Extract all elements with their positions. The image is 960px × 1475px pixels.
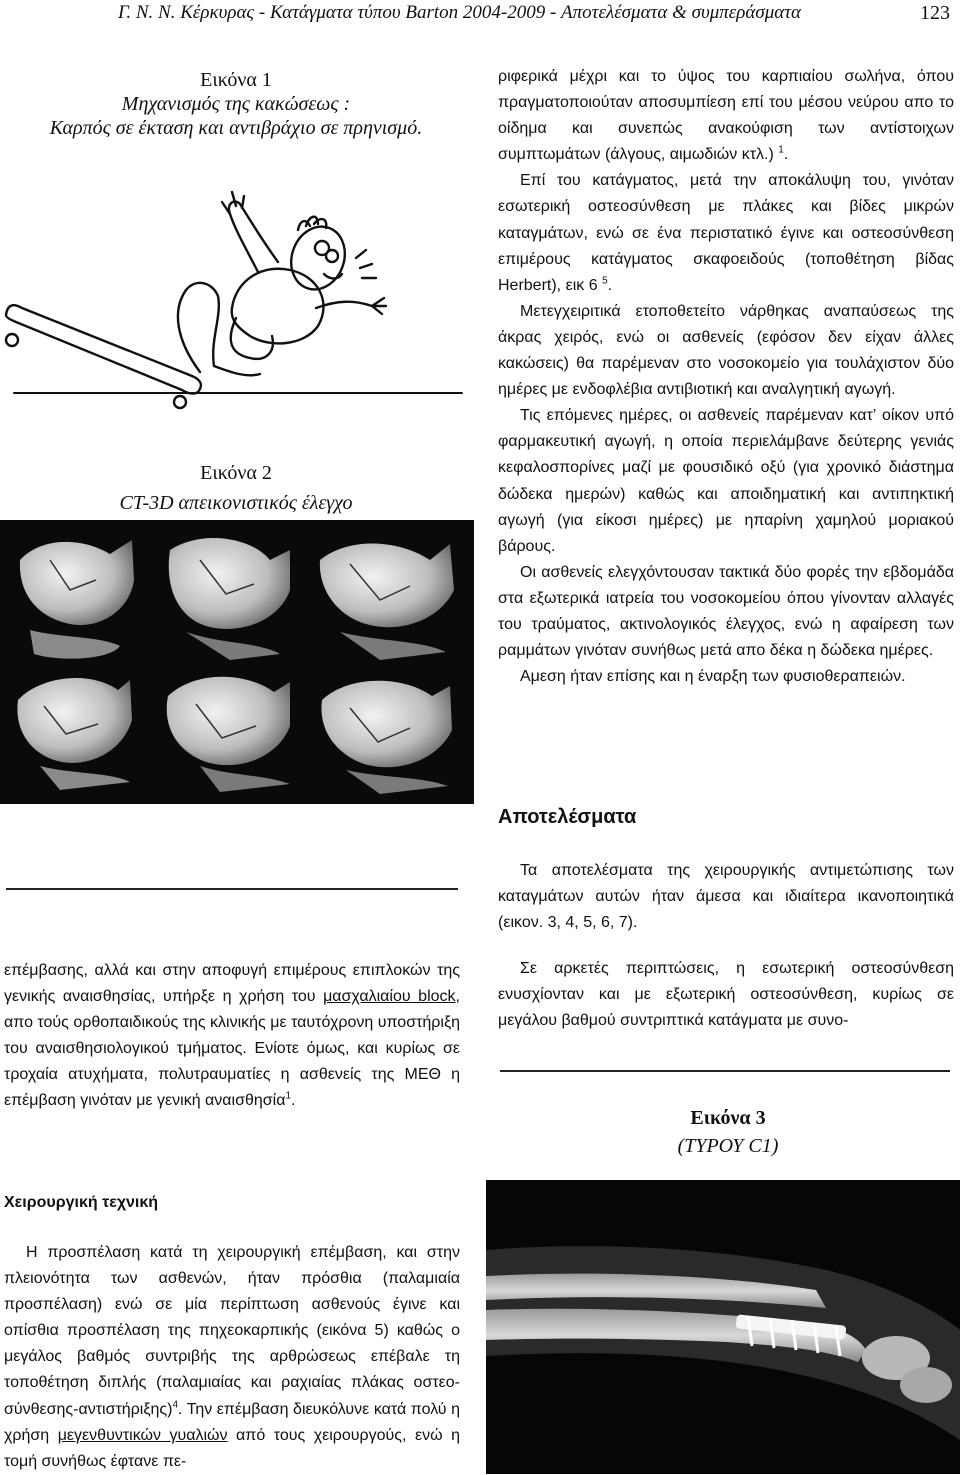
figure3-caption — [500, 1104, 956, 1160]
surgical-technique-heading: Χειρουργική τεχνική — [4, 1194, 159, 1211]
leg — [178, 283, 219, 372]
paragraph: επέμβασης, αλλά και στην αποφυγή επιμέρους επιπλοκών της γενικής αναισθησίας, υπήρξε η χρήση του μασχαλιαίου block, απο τούς ορθοπαιδικούς της κλινικής με ταυτόχρονη υποστήριξη του αναισθησιολογικού τμήματος. Ενίοτε όμως, και κυρίως σε τροχαία ατυχήματα, πολυτραυματίες η ασθενείς της ΜΕΘ η επέμβαση γινόταν με γενική αναισθησία$^1$. — [4, 962, 460, 1110]
paragraph: Τα αποτελέσματα της χειρουργικής αντιμετώπισης των καταγμάτων αυτών ήταν άμεσα και ιδιαίτερα ικανοποιητικά (εικον. 3, 4, 5, 6, 7). — [498, 862, 954, 932]
ct-image-5 — [167, 677, 290, 792]
skateboard — [6, 305, 201, 393]
reference: 1 — [285, 1091, 292, 1103]
ct-image-1 — [20, 540, 134, 659]
paragraph: ριφερικά μέχρι και το ύψος του καρπιαίου σωλήνα, όπου πραγματοποιούταν αποσυμπίεση επί του μέσου νεύρου απο το οίδημα και συνεπώς ανακούφιση των αντίστοιχων συμπτωμάτων (άλγους, αιμωδιών κτλ.) $^1$. — [498, 68, 954, 164]
paragraph: Μετεγχειριτικά ετοποθετείτο νάρθηκας αναπαύσεως της άκρας χειρός, ενώ οι ασθενείς (εφόσον δεν είχαν άλλες κακώσεις) θα παρέμεναν στο νοσοκομείο για τουλάχιστον δύο ημέρες με ενδοφλέβια αντιβιοτική και αναλγητική αγωγή. — [498, 302, 954, 399]
ct-image-2 — [169, 538, 290, 660]
motion-lines — [356, 250, 376, 278]
divider — [6, 888, 458, 890]
results-heading: Αποτελέσματα — [498, 806, 637, 828]
eye — [326, 250, 338, 262]
reference: 5 — [602, 275, 608, 287]
paragraph: Αμεση ήταν επίσης και η έναρξη των φυσιοθεραπειών. — [520, 668, 906, 686]
results-text — [498, 858, 954, 1035]
skateboard-wheel — [174, 396, 186, 408]
figure1-line1: Μηχανισμός της κακώσεως : — [121, 93, 351, 115]
torso — [232, 269, 324, 344]
running-title: Γ. Ν. Ν. Κέρκυρας - Κατάγματα τύπου Barton 2004-2009 - Αποτελέσματα & συμπεράσματα — [118, 2, 801, 23]
paragraph: Σε αρκετές περιπτώσεις, η εσωτερική οστεοσύνθεση ενυσχίονταν και με εξωτερική οστεοσύνθεση, κυρίως σε μεγάλου βαθμού συντριπτικά κατάγματα με συνο- — [498, 960, 954, 1030]
ct-3d-images — [0, 520, 474, 804]
skateboard-wheel — [6, 334, 18, 346]
paragraph: Η προσπέλαση κατά τη χειρουργική επέμβαση, και στην πλειονότητα των ασθενών, ήταν πρόσθια (παλαμιαία προσπέλαση) ενώ σε μία περίπτωση ασθενούς έγινε και οπίσθια προσπέλαση της πηχεοκαρπικής (εικόνα 5) καθώς ο μεγάλος βαθμός συντριβής της αρθρώσεως επέβαλε τη τοποθέτηση διπλής (παλαμιαίας και ραχιαίας πλάκας οστεο-σύνθεσης-αντιστήριξης)$^4$. Την επέμβαση διευκόλυνε κατά πολύ η χρήση μεγενθυντικών γυαλιών από τους χειρουργούς, ενώ η τομή συνήθως έφτανε πε- — [4, 1244, 460, 1470]
figure1-title: Εικόνα 1 — [200, 69, 272, 91]
reference: 4 — [172, 1399, 179, 1411]
paragraph: Τις επόμενες ημέρες, οι ασθενείς παρέμεναν κατ’ οίκον υπό φαρμακευτική αγωγή, η οποία περιελάμβανε δεύτερης γενιάς κεφαλοσπορίνες μαζί με φουσιδικό οξύ (για χρονικό διάστημα δώδεκα ημερών) καθώς και αποιδηματική και αντιπηκτική αγωγή (για είκοσι ημέρες) με ηπαρίνη χαμηλού μοριακού βάρους. — [498, 407, 954, 555]
foot — [214, 366, 260, 375]
running-header — [118, 2, 958, 24]
paragraph: Οι ασθενείς ελεγχόντουσαν τακτικά δύο φορές την εβδομάδα στα εξωτερικά ιατρεία του νοσοκομείου όπου γίνονταν αλλαγές του τραύματος, ακτινολογικός έλεγχος, ενώ η αφαίρεση των ραμμάτων γινόταν συνήθως μετά απο δέκα η δώδεκα ημέρες. — [498, 563, 954, 660]
xray-image — [486, 1180, 960, 1474]
ct-image-4 — [17, 678, 132, 790]
left-column-text — [4, 958, 460, 1115]
reference: 1 — [778, 144, 784, 156]
figure2-caption — [0, 458, 472, 518]
underlined-term: μεγενθυντικών γυαλιών — [57, 1426, 228, 1444]
page-number: 123 — [920, 2, 950, 24]
carpal-bone — [900, 1367, 952, 1403]
divider — [500, 1070, 950, 1072]
hand — [372, 298, 386, 314]
figure1-caption — [0, 68, 472, 140]
arm — [229, 202, 278, 272]
underlined-term: μασχαλιαίου block — [323, 988, 456, 1006]
figure3-subtitle: (ΤΥΡΟΥ C1) — [677, 1135, 779, 1157]
ct-image-6 — [321, 681, 452, 794]
head — [283, 219, 354, 297]
figure1-line2: Καρπός σε έκταση και αντιβράχιο σε πρηνισμό. — [49, 117, 423, 139]
right-column-text — [498, 64, 954, 690]
figure2-title: Εικόνα 2 — [200, 462, 272, 484]
surgical-technique-text — [4, 1240, 460, 1475]
xray-forearm — [486, 1180, 960, 1474]
ct-image-3 — [320, 543, 454, 660]
skateboard-fall-illustration — [0, 140, 470, 450]
ct-3d-image-grid — [0, 520, 474, 804]
figure2-subtitle: CT-3D απεικονιστικός έλεγχο — [119, 492, 353, 514]
paragraph: Επί του κατάγματος, μετά την αποκάλυψη του, γινόταν εσωτερική οστεοσύνθεση με πλάκες και βίδες μικρών καταγμάτων, ενώ σε ένα περιστατικό έγινε και οστεοσύνθεση επιμέρους κατάγματος σκαφοειδούς (τοποθέτηση βίδας Herbert), εικ 6 $^5$. — [498, 172, 954, 294]
figure3-title: Εικόνα 3 — [690, 1107, 766, 1129]
